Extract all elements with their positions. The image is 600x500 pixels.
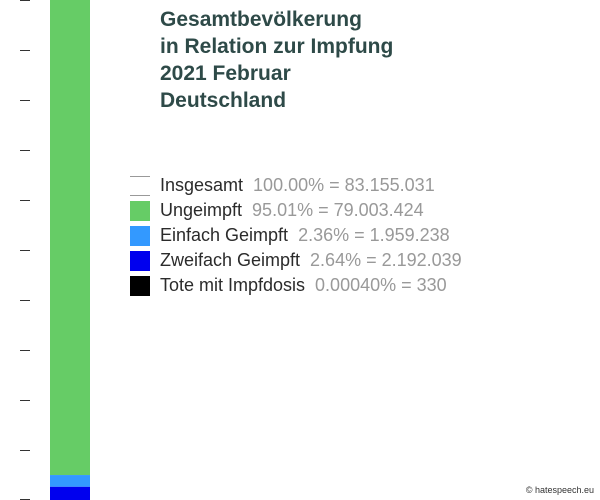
axis-tick: [20, 200, 30, 201]
axis-tick: [20, 400, 30, 401]
legend-value: 100.00% = 83.155.031: [253, 175, 435, 195]
stacked-bar: [50, 0, 90, 500]
bar-segment-zweifach-geimpft: [50, 487, 90, 500]
legend-value: 2.64% = 2.192.039: [310, 250, 462, 270]
axis-tick: [20, 250, 30, 251]
legend-label: Einfach Geimpft: [160, 225, 289, 245]
legend-item: [130, 273, 462, 298]
axis-ticks: [0, 0, 40, 500]
axis-tick: [20, 50, 30, 51]
legend-swatch: [130, 201, 150, 221]
credit-text: © hatespeech.eu: [525, 485, 594, 495]
legend-label: Tote mit Impfdosis: [160, 275, 306, 295]
legend-value: 0.00040% = 330: [315, 275, 447, 295]
legend-label: Zweifach Geimpft: [160, 250, 301, 270]
legend-value: 95.01% = 79.003.424: [252, 200, 424, 220]
legend-item: [130, 223, 462, 248]
legend-swatch: [130, 176, 150, 196]
legend: [130, 173, 462, 298]
legend-item: [130, 198, 462, 223]
legend-item: [130, 248, 462, 273]
legend-label: Insgesamt: [160, 175, 244, 195]
axis-tick: [20, 100, 30, 101]
bar-segment-ungeimpft: [50, 0, 90, 475]
legend-swatch: [130, 251, 150, 271]
axis-tick: [20, 450, 30, 451]
axis-tick: [20, 0, 30, 1]
axis-tick: [20, 150, 30, 151]
legend-label: Ungeimpft: [160, 200, 243, 220]
legend-swatch: [130, 226, 150, 246]
axis-tick: [20, 350, 30, 351]
axis-tick: [20, 300, 30, 301]
chart-title: Gesamtbevölkerung in Relation zur Impfung 2021 Februar Deutschland: [160, 8, 394, 112]
bar-segment-einfach-geimpft: [50, 475, 90, 487]
legend-item: [130, 173, 462, 198]
legend-swatch: [130, 276, 150, 296]
legend-value: 2.36% = 1.959.238: [298, 225, 450, 245]
